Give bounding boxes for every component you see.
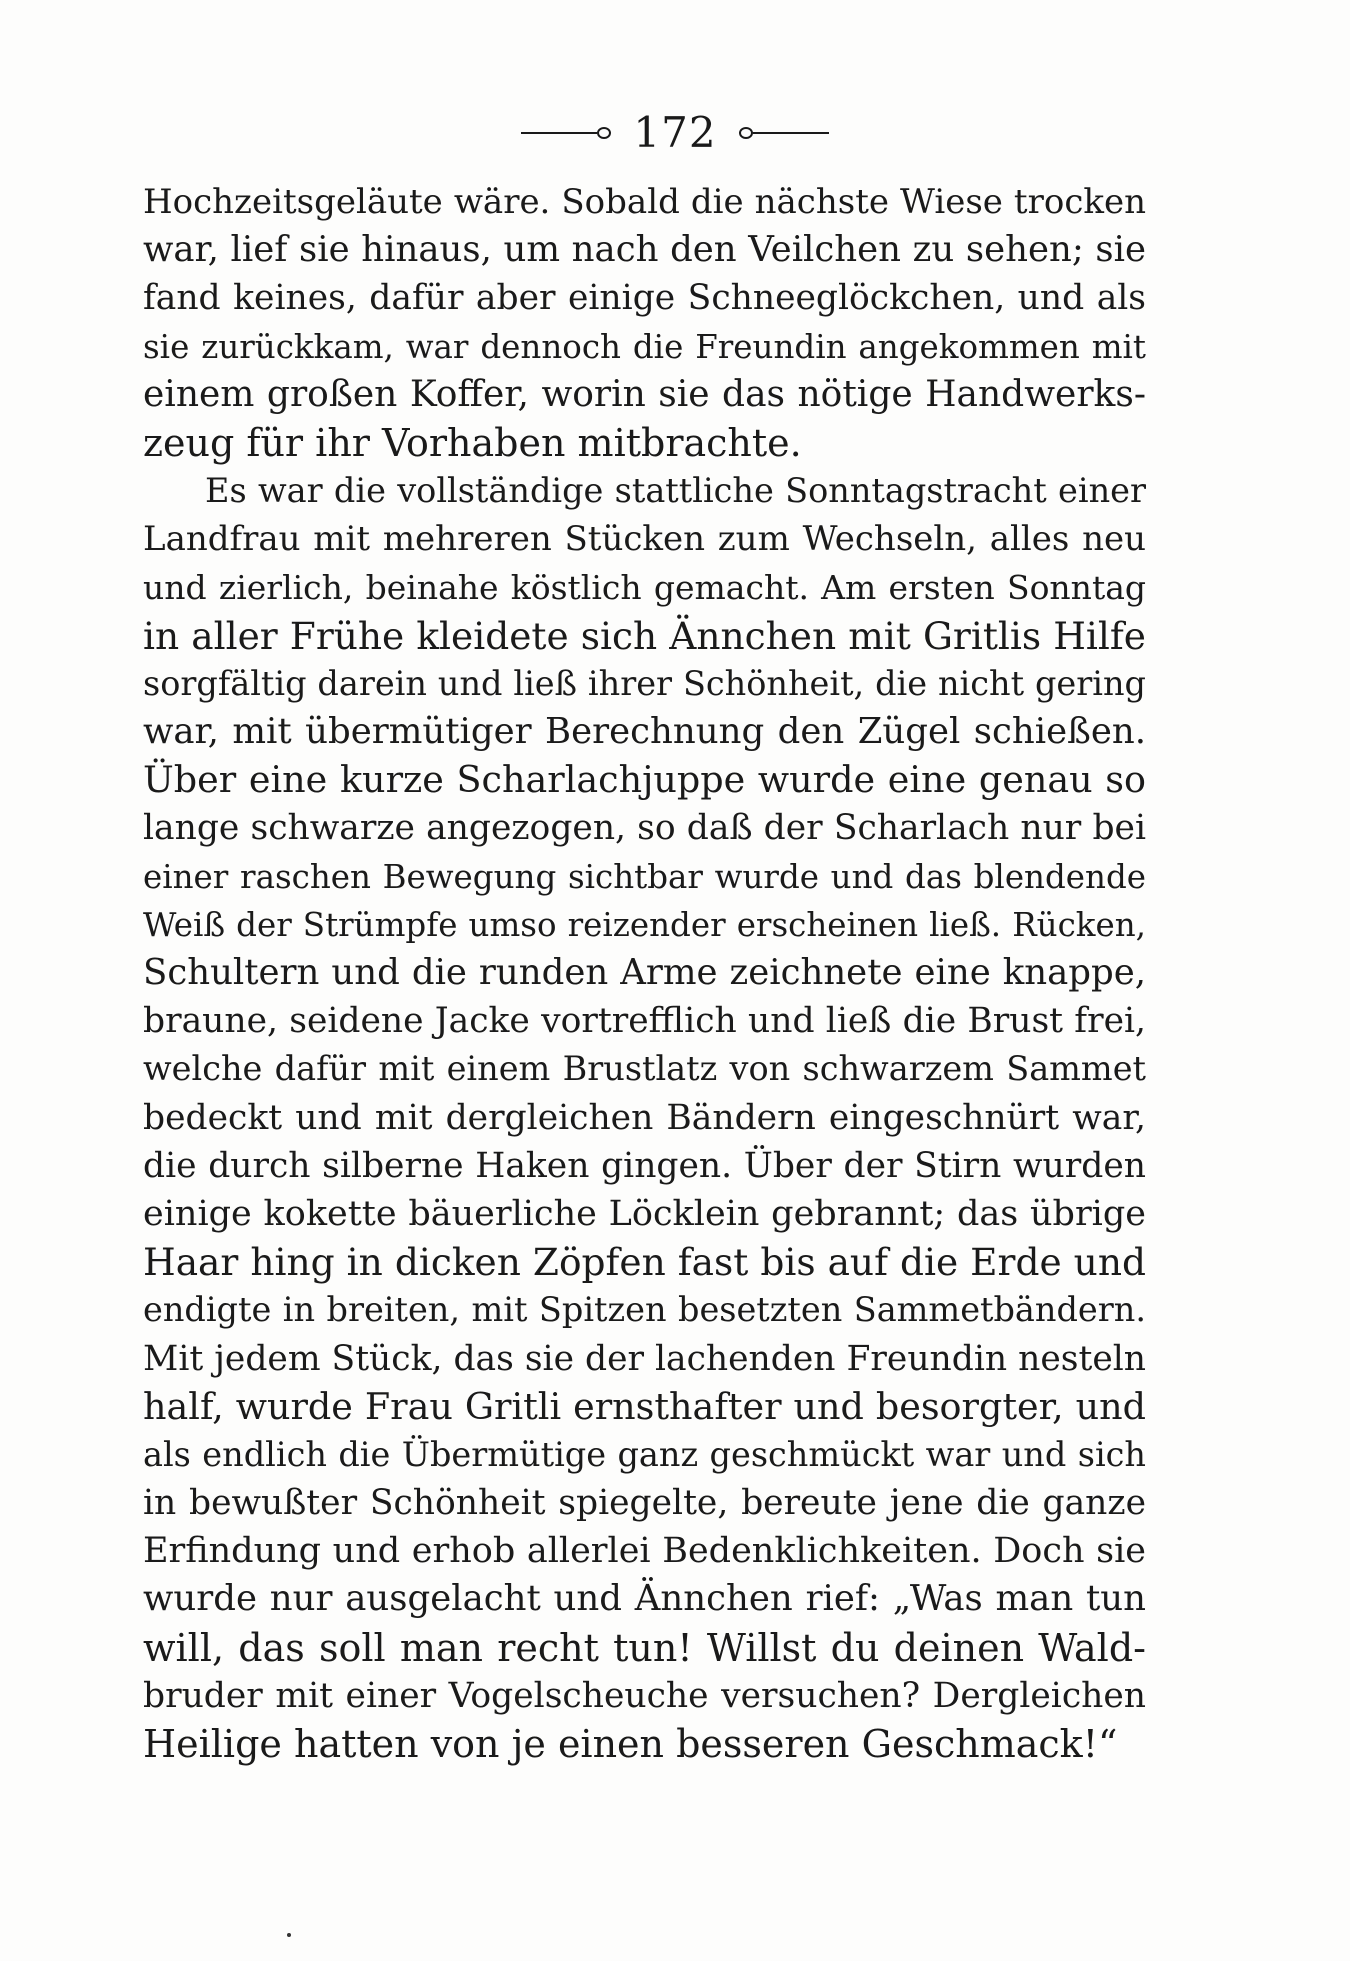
text-line: die durch silberne Haken gingen. Über der Stirn wurden [143, 1145, 1146, 1186]
text-line: einem großen Koffer, worin sie das nötige Handwerks- [143, 373, 1146, 415]
text-line: einige kokette bäuerliche Löcklein gebrannt; das übrige [143, 1193, 1146, 1234]
text-line: Erfindung und erhob allerlei Bedenklichkeiten. Doch sie [143, 1531, 1146, 1572]
text-line: half, wurde Frau Gritli ernsthafter und besorgter, und [143, 1384, 1146, 1428]
text-line: Mit jedem Stück, das sie der lachenden Freundin nesteln [143, 1338, 1146, 1379]
text-line: Weiß der Strümpfe umso reizender erscheinen ließ. Rücken, [143, 905, 1146, 944]
body-text [143, 178, 1146, 1768]
text-line: Hochzeitsgeläute wäre. Sobald die nächste Wiese trocken [143, 182, 1146, 222]
text-line: war, mit übermütiger Berechnung den Zügel schießen. [143, 711, 1146, 753]
text-line: Haar hing in dicken Zöpfen fast bis auf die Erde und [143, 1240, 1146, 1285]
text-line: in aller Frühe kleidete sich Ännchen mit Gritlis Hilfe [143, 613, 1146, 658]
text-line: will, das soll man recht tun! Willst du deinen Wald- [143, 1625, 1146, 1670]
left-ornament-icon [521, 127, 611, 139]
page-header [0, 100, 1350, 163]
text-line: endigte in breiten, mit Spitzen besetzten Sammetbändern. [143, 1290, 1146, 1330]
text-line: welche dafür mit einem Brustlatz von schwarzem Sammet [143, 1049, 1146, 1089]
text-line: Es war die vollständige stattliche Sonntagstracht einer [205, 471, 1146, 511]
text-line: sorgfältig darein und ließ ihrer Schönheit, die nicht gering [143, 663, 1146, 703]
text-line: zeug für ihr Vorhaben mitbrachte. [143, 420, 802, 465]
text-line: Landfrau mit mehreren Stücken zum Wechseln, alles neu [143, 519, 1146, 560]
text-line: war, lief sie hinaus, um nach den Veilchen zu sehen; sie [143, 229, 1146, 271]
text-line: Schultern und die runden Arme zeichnete eine knappe, [143, 952, 1146, 993]
print-speck-icon [287, 1933, 291, 1937]
text-line: Über eine kurze Scharlachjuppe wurde eine genau so [143, 758, 1146, 802]
text-line: bedeckt und mit dergleichen Bändern eingeschnürt war, [143, 1097, 1146, 1138]
text-line: einer raschen Bewegung sichtbar wurde und das blendende [143, 857, 1146, 896]
text-line: lange schwarze angezogen, so daß der Scharlach nur bei [143, 808, 1146, 849]
text-line: fand keines, dafür aber einige Schneeglöckchen, und als [143, 278, 1146, 319]
text-line: als endlich die Übermütige ganz geschmückt war und sich [143, 1434, 1146, 1474]
text-line: braune, seidene Jacke vortrefflich und ließ die Brust frei, [143, 1001, 1146, 1042]
right-ornament-icon [739, 127, 829, 139]
page-number: 172 [633, 108, 717, 157]
text-line: und zierlich, beinahe köstlich gemacht. Am ersten Sonntag [143, 567, 1146, 607]
text-line: wurde nur ausgelacht und Ännchen rief: „Was man tun [143, 1578, 1146, 1620]
text-line: bruder mit einer Vogelscheuche versuchen? Dergleichen [143, 1675, 1146, 1716]
text-line: in bewußter Schönheit spiegelte, bereute jene die ganze [143, 1483, 1146, 1524]
text-line: Heilige hatten von je einen besseren Geschmack!“ [143, 1722, 1118, 1766]
text-line: sie zurückkam, war dennoch die Freundin angekommen mit [143, 327, 1146, 366]
